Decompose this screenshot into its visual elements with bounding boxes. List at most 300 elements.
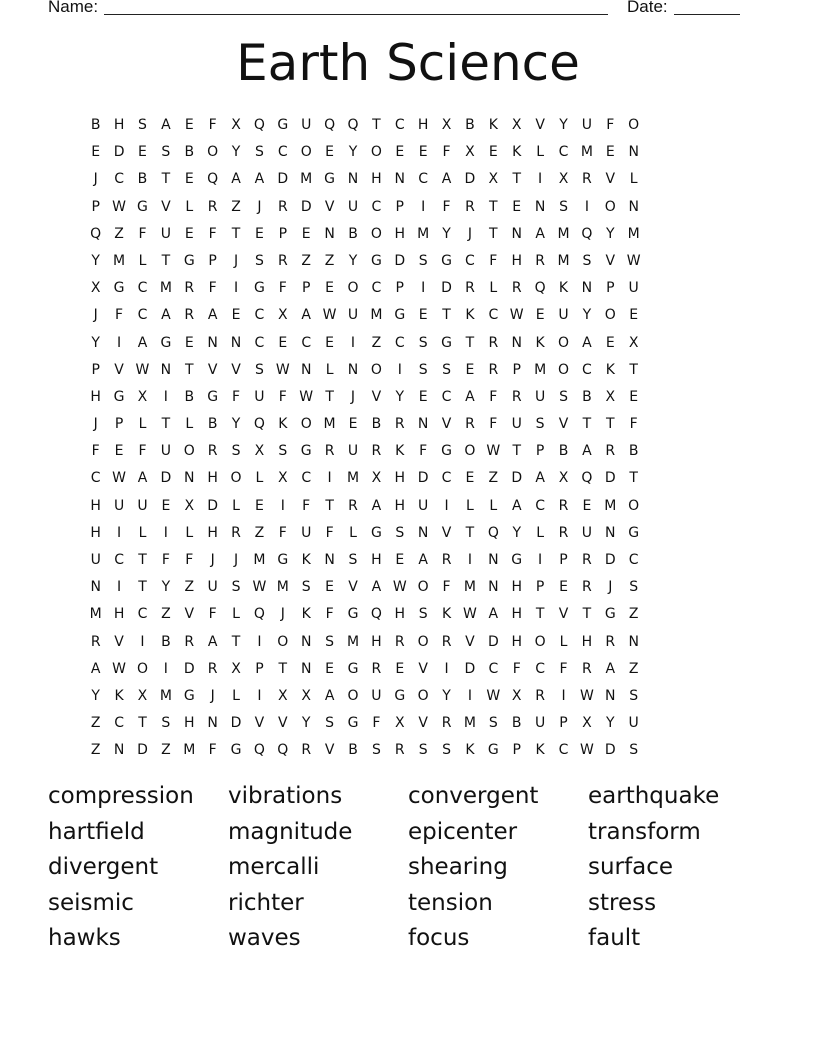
- grid-letter: H: [581, 633, 593, 650]
- grid-letter: K: [465, 742, 475, 759]
- grid-letter: A: [254, 171, 265, 188]
- grid-letter: W: [112, 198, 126, 215]
- grid-letter: E: [138, 144, 147, 161]
- grid-letter: S: [629, 742, 639, 759]
- grid-letter: V: [324, 742, 335, 759]
- grid-letter: E: [488, 144, 498, 161]
- grid-letter: J: [93, 307, 98, 324]
- grid-letter: T: [138, 579, 147, 596]
- grid-letter: O: [183, 443, 195, 460]
- grid-letter: V: [441, 524, 452, 541]
- grid-letter: Q: [487, 524, 499, 541]
- grid-letter: F: [232, 388, 241, 405]
- grid-letter: E: [465, 470, 475, 487]
- grid-letter: B: [90, 117, 101, 133]
- grid-letter: A: [137, 334, 148, 351]
- grid-letter: E: [629, 388, 639, 405]
- grid-letter: A: [301, 307, 311, 324]
- grid-letter: C: [465, 252, 475, 269]
- grid-row: [84, 330, 645, 357]
- grid-letter: M: [159, 687, 172, 704]
- grid-row: [84, 194, 645, 221]
- grid-letter: U: [534, 388, 546, 405]
- word-bank-item: transform: [588, 818, 701, 845]
- grid-letter: T: [161, 171, 171, 188]
- grid-row: [84, 656, 645, 683]
- grid-letter: M: [253, 552, 266, 568]
- grid-letter: J: [257, 198, 262, 215]
- grid-letter: N: [160, 361, 172, 378]
- grid-letter: G: [137, 198, 148, 215]
- grid-letter: H: [417, 117, 429, 133]
- grid-letter: M: [580, 144, 593, 161]
- grid-row: [84, 710, 645, 737]
- grid-letter: T: [325, 497, 334, 514]
- grid-letter: R: [441, 715, 452, 732]
- grid-letter: G: [183, 252, 195, 269]
- grid-letter: F: [372, 715, 381, 732]
- grid-letter: T: [231, 633, 241, 650]
- grid-letter: G: [370, 252, 382, 269]
- date-label: Date:: [627, 0, 668, 16]
- grid-letter: Y: [231, 144, 241, 161]
- grid-row: [84, 384, 645, 411]
- grid-letter: V: [535, 117, 545, 133]
- grid-letter: N: [113, 742, 125, 759]
- grid-letter: T: [606, 416, 615, 433]
- grid-letter: D: [604, 742, 616, 759]
- grid-letter: O: [417, 633, 429, 650]
- grid-letter: R: [371, 660, 382, 677]
- grid-letter: O: [417, 687, 429, 704]
- word-bank-item: waves: [228, 925, 301, 952]
- grid-letter: F: [606, 117, 615, 133]
- grid-letter: P: [535, 579, 545, 596]
- grid-letter: F: [208, 117, 217, 133]
- grid-letter: E: [605, 144, 615, 161]
- grid-letter: V: [371, 388, 382, 405]
- grid-letter: E: [325, 144, 335, 161]
- grid-letter: R: [184, 280, 195, 297]
- grid-letter: U: [581, 524, 593, 541]
- grid-letter: B: [161, 633, 171, 650]
- grid-letter: S: [301, 579, 311, 596]
- grid-letter: D: [183, 660, 195, 677]
- grid-letter: V: [558, 416, 569, 433]
- grid-letter: R: [207, 198, 218, 215]
- grid-letter: S: [559, 388, 568, 405]
- grid-letter: N: [324, 552, 335, 568]
- grid-letter: G: [441, 334, 452, 351]
- grid-letter: X: [488, 171, 499, 188]
- grid-letter: L: [232, 497, 240, 514]
- grid-letter: F: [138, 443, 147, 460]
- grid-letter: U: [511, 416, 522, 433]
- grid-letter: T: [138, 715, 147, 732]
- grid-letter: Q: [277, 742, 289, 759]
- grid-letter: U: [301, 524, 312, 541]
- grid-letter: O: [628, 497, 640, 514]
- grid-letter: O: [300, 144, 312, 161]
- grid-letter: N: [511, 334, 522, 351]
- grid-letter: F: [629, 416, 638, 433]
- grid-letter: D: [511, 470, 523, 487]
- word-bank-item: convergent: [408, 783, 539, 809]
- grid-letter: F: [442, 144, 451, 161]
- grid-letter: S: [418, 361, 428, 378]
- grid-letter: U: [160, 443, 171, 460]
- grid-letter: I: [117, 524, 122, 541]
- grid-letter: X: [278, 470, 288, 487]
- grid-letter: P: [559, 715, 568, 732]
- grid-letter: V: [324, 198, 335, 215]
- grid-letter: E: [231, 307, 241, 324]
- grid-letter: Q: [90, 225, 102, 242]
- grid-letter: I: [327, 470, 332, 487]
- grid-letter: T: [465, 524, 475, 541]
- grid-letter: G: [277, 117, 289, 133]
- grid-letter: P: [535, 443, 545, 460]
- grid-letter: L: [138, 252, 147, 269]
- grid-letter: X: [558, 171, 569, 188]
- grid-letter: F: [278, 388, 287, 405]
- grid-letter: C: [301, 334, 312, 351]
- grid-letter: U: [113, 497, 125, 514]
- grid-letter: R: [465, 416, 475, 433]
- grid-letter: C: [371, 198, 382, 215]
- grid-letter: V: [465, 633, 475, 650]
- grid-letter: R: [535, 252, 545, 269]
- grid-letter: I: [163, 388, 168, 405]
- grid-letter: U: [371, 687, 382, 704]
- grid-letter: X: [371, 470, 382, 487]
- grid-letter: O: [464, 443, 476, 460]
- grid-letter: H: [207, 524, 218, 541]
- grid-letter: A: [511, 497, 522, 514]
- grid-letter: Q: [253, 416, 265, 433]
- grid-letter: F: [208, 280, 217, 297]
- grid-letter: A: [137, 470, 148, 487]
- grid-letter: C: [394, 117, 405, 133]
- grid-letter: H: [90, 524, 101, 541]
- word-bank: [48, 780, 768, 958]
- grid-letter: A: [90, 660, 101, 677]
- grid-letter: S: [559, 198, 568, 215]
- grid-letter: M: [604, 497, 617, 514]
- grid-letter: V: [184, 606, 195, 623]
- grid-letter: H: [394, 470, 406, 487]
- grid-letter: O: [417, 579, 429, 596]
- grid-letter: F: [489, 388, 498, 405]
- grid-letter: C: [137, 307, 148, 324]
- grid-letter: I: [280, 497, 285, 514]
- grid-letter: K: [301, 552, 311, 568]
- grid-letter: E: [629, 307, 639, 324]
- grid-letter: X: [628, 334, 639, 351]
- grid-letter: V: [348, 579, 358, 596]
- grid-letter: T: [184, 361, 194, 378]
- grid-letter: K: [278, 416, 288, 433]
- grid-letter: P: [255, 660, 264, 677]
- grid-letter: F: [138, 225, 147, 242]
- grid-letter: I: [421, 280, 426, 297]
- grid-letter: W: [112, 660, 126, 677]
- grid-letter: H: [183, 715, 195, 732]
- grid-letter: G: [511, 552, 523, 568]
- grid-letter: R: [207, 443, 218, 460]
- grid-letter: J: [467, 225, 473, 242]
- grid-row: [84, 737, 645, 764]
- grid-letter: W: [626, 252, 641, 269]
- grid-letter: S: [254, 252, 264, 269]
- grid-row: [84, 547, 645, 574]
- grid-letter: I: [117, 579, 122, 596]
- grid-letter: N: [605, 687, 616, 704]
- grid-letter: J: [280, 606, 285, 623]
- grid-letter: C: [558, 144, 569, 161]
- grid-letter: N: [207, 715, 218, 732]
- grid-letter: C: [254, 307, 265, 324]
- grid-letter: I: [397, 361, 402, 378]
- grid-letter: T: [512, 443, 521, 460]
- grid-letter: W: [509, 307, 524, 324]
- grid-letter: W: [463, 606, 477, 623]
- grid-letter: K: [605, 361, 615, 378]
- word-bank-item: vibrations: [228, 783, 343, 809]
- grid-letter: T: [582, 606, 592, 623]
- grid-letter: X: [511, 117, 522, 133]
- grid-letter: C: [277, 144, 288, 161]
- grid-letter: K: [558, 280, 569, 297]
- grid-letter: B: [465, 117, 475, 133]
- grid-letter: Q: [253, 117, 265, 133]
- grid-letter: T: [278, 660, 288, 677]
- grid-letter: A: [371, 579, 382, 596]
- grid-letter: R: [488, 361, 499, 378]
- grid-letter: S: [254, 144, 264, 161]
- grid-letter: D: [300, 198, 312, 215]
- grid-letter: X: [582, 715, 592, 732]
- grid-letter: Z: [184, 579, 195, 596]
- grid-letter: M: [346, 633, 360, 650]
- grid-letter: S: [231, 443, 241, 460]
- grid-letter: J: [210, 552, 215, 568]
- grid-letter: R: [184, 307, 195, 324]
- grid-letter: N: [581, 280, 593, 297]
- grid-letter: N: [605, 524, 616, 541]
- grid-letter: Q: [207, 171, 219, 188]
- grid-letter: E: [418, 388, 428, 405]
- grid-letter: J: [608, 579, 613, 596]
- grid-letter: R: [535, 687, 545, 704]
- grid-letter: D: [137, 742, 148, 759]
- grid-letter: P: [91, 198, 100, 215]
- grid-letter: V: [278, 715, 288, 732]
- grid-letter: Q: [324, 117, 336, 133]
- grid-letter: A: [582, 334, 592, 351]
- grid-letter: B: [628, 443, 639, 460]
- grid-letter: P: [208, 252, 217, 269]
- grid-letter: E: [395, 144, 405, 161]
- grid-letter: S: [418, 742, 428, 759]
- grid-letter: E: [559, 579, 568, 596]
- grid-letter: E: [395, 660, 405, 677]
- grid-letter: S: [582, 252, 592, 269]
- grid-letter: Z: [231, 198, 241, 215]
- grid-letter: O: [370, 144, 382, 161]
- word-bank-item: stress: [588, 889, 657, 916]
- grid-letter: N: [300, 633, 312, 650]
- grid-letter: H: [511, 579, 522, 596]
- grid-letter: S: [325, 633, 335, 650]
- grid-letter: G: [604, 606, 616, 623]
- grid-letter: E: [184, 171, 194, 188]
- grid-letter: S: [278, 443, 288, 460]
- grid-letter: G: [441, 252, 452, 269]
- grid-letter: P: [91, 361, 100, 378]
- grid-letter: A: [582, 443, 592, 460]
- grid-letter: R: [301, 742, 312, 759]
- grid-letter: L: [489, 497, 498, 514]
- grid-letter: T: [442, 307, 451, 324]
- grid-letter: V: [114, 361, 124, 378]
- grid-letter: S: [442, 742, 451, 759]
- grid-letter: A: [535, 225, 545, 242]
- grid-letter: H: [371, 552, 382, 568]
- grid-letter: E: [255, 225, 264, 242]
- grid-letter: W: [135, 361, 150, 378]
- grid-letter: X: [465, 144, 475, 161]
- grid-letter: P: [512, 742, 521, 759]
- grid-letter: L: [232, 687, 240, 704]
- word-bank-item: fault: [588, 925, 641, 952]
- word-bank-item: hawks: [48, 925, 121, 952]
- grid-letter: S: [418, 252, 428, 269]
- grid-letter: R: [582, 171, 592, 188]
- grid-letter: O: [604, 198, 616, 215]
- grid-letter: T: [372, 117, 381, 133]
- grid-letter: B: [371, 416, 382, 433]
- grid-letter: Y: [161, 579, 171, 596]
- grid-letter: L: [255, 470, 264, 487]
- grid-letter: I: [538, 552, 543, 568]
- name-blank-line: [104, 14, 608, 15]
- word-bank-item: surface: [588, 854, 674, 881]
- grid-letter: I: [350, 334, 356, 351]
- grid-letter: I: [584, 198, 589, 215]
- grid-letter: W: [579, 742, 594, 759]
- grid-letter: W: [486, 443, 501, 460]
- grid-letter: I: [538, 171, 543, 188]
- grid-letter: O: [136, 660, 148, 677]
- grid-letter: G: [230, 742, 242, 759]
- grid-letter: C: [254, 334, 265, 351]
- grid-letter: J: [210, 687, 215, 704]
- grid-letter: M: [113, 252, 126, 269]
- grid-letter: U: [628, 715, 639, 732]
- grid-letter: J: [233, 252, 239, 269]
- grid-letter: S: [231, 579, 241, 596]
- grid-letter: R: [441, 633, 452, 650]
- grid-letter: P: [114, 416, 124, 433]
- grid-letter: S: [629, 579, 639, 596]
- grid-letter: A: [161, 307, 171, 324]
- grid-letter: G: [300, 443, 312, 460]
- grid-letter: R: [605, 443, 616, 460]
- grid-letter: P: [301, 280, 311, 297]
- grid-letter: Z: [488, 470, 499, 487]
- word-bank-item: seismic: [48, 889, 134, 916]
- grid-letter: H: [511, 606, 522, 623]
- grid-letter: G: [277, 552, 289, 568]
- grid-letter: R: [371, 443, 382, 460]
- grid-letter: F: [185, 552, 194, 568]
- grid-letter: X: [184, 497, 195, 514]
- grid-letter: Y: [582, 307, 592, 324]
- grid-letter: T: [629, 361, 638, 378]
- grid-letter: N: [488, 579, 499, 596]
- grid-letter: G: [183, 687, 195, 704]
- grid-letter: W: [275, 361, 290, 378]
- grid-letter: G: [347, 606, 359, 623]
- grid-letter: C: [441, 470, 452, 487]
- grid-letter: Z: [254, 524, 265, 541]
- grid-letter: S: [488, 715, 498, 732]
- grid-letter: U: [534, 715, 546, 732]
- grid-letter: O: [534, 633, 546, 650]
- grid-letter: K: [535, 742, 545, 759]
- grid-letter: X: [301, 687, 311, 704]
- grid-letter: L: [185, 198, 194, 215]
- grid-letter: O: [347, 280, 359, 297]
- grid-letter: H: [371, 633, 382, 650]
- grid-letter: I: [163, 524, 168, 541]
- grid-letter: W: [252, 579, 267, 596]
- grid-letter: X: [231, 660, 241, 677]
- grid-letter: G: [347, 660, 359, 677]
- grid-letter: V: [161, 198, 171, 215]
- grid-letter: S: [161, 715, 171, 732]
- grid-letter: G: [441, 443, 452, 460]
- grid-letter: M: [89, 606, 102, 623]
- grid-letter: U: [90, 552, 101, 568]
- grid-letter: F: [512, 660, 521, 677]
- grid-letter: E: [184, 225, 194, 242]
- grid-letter: M: [557, 225, 570, 242]
- grid-letter: I: [233, 280, 239, 297]
- grid-letter: I: [561, 687, 566, 704]
- grid-row: [84, 112, 645, 139]
- grid-letter: X: [511, 687, 522, 704]
- grid-letter: N: [628, 144, 639, 161]
- grid-letter: U: [207, 579, 218, 596]
- grid-letter: X: [605, 388, 616, 405]
- grid-letter: N: [347, 171, 359, 188]
- grid-letter: D: [230, 715, 242, 732]
- grid-letter: H: [511, 633, 522, 650]
- grid-letter: G: [160, 334, 172, 351]
- grid-letter: S: [348, 552, 358, 568]
- grid-letter: D: [441, 280, 452, 297]
- grid-letter: N: [300, 660, 312, 677]
- grid-letter: E: [512, 198, 522, 215]
- grid-letter: M: [463, 579, 476, 596]
- grid-letter: N: [417, 524, 429, 541]
- grid-letter: E: [325, 334, 335, 351]
- grid-letter: M: [463, 715, 476, 732]
- grid-letter: G: [487, 742, 499, 759]
- grid-letter: L: [489, 280, 498, 297]
